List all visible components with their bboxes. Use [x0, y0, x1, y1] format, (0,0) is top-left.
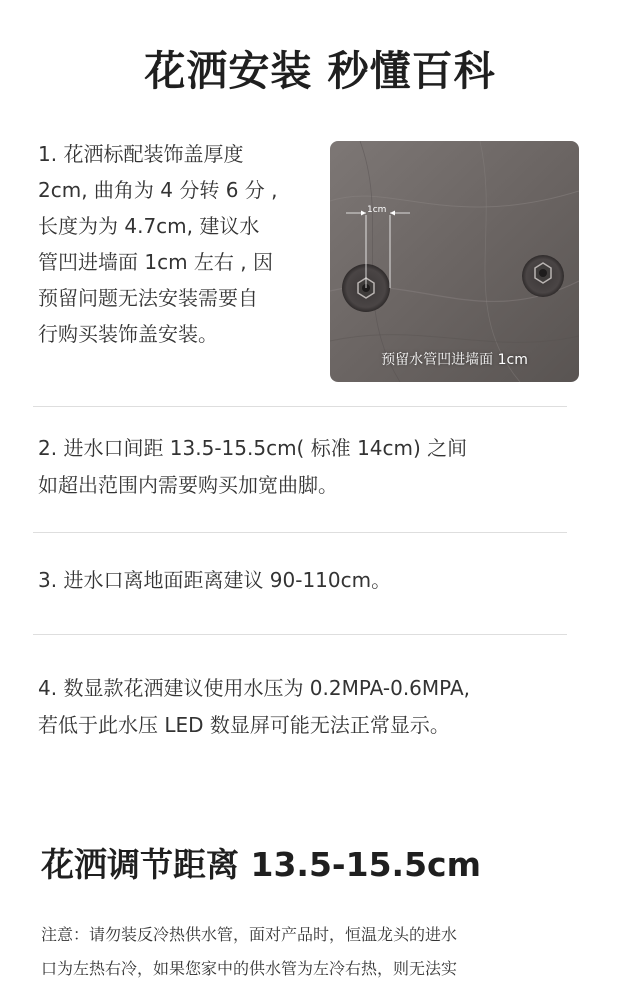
instruction-item-3: [38, 562, 618, 599]
instruction-item-4: [38, 670, 618, 744]
section-title: 花洒调节距离 13.5-15.5cm: [41, 845, 481, 884]
item-3-line: 3. 进水口离地面距离建议 90-110cm。: [38, 568, 392, 592]
item-1-line: 长度为为 4.7cm, 建议水: [38, 214, 260, 238]
note-line: 口为左热右冷，如果您家中的供水管为左冷右热，则无法实: [41, 959, 458, 978]
item-4-line: 若低于此水压 LED 数显屏可能无法正常显示。: [38, 713, 450, 737]
note-line: 注意：请勿装反冷热供水管，面对产品时，恒温龙头的进水: [41, 925, 458, 944]
divider: [33, 406, 567, 407]
item-2-line: 2. 进水口间距 13.5-15.5cm( 标准 14cm) 之间: [38, 436, 468, 460]
photo-caption: 预留水管凹进墙面 1cm: [381, 352, 528, 368]
installation-note: [41, 918, 621, 986]
wall-pipe-illustration: [330, 141, 579, 382]
item-1-line: 管凹进墙面 1cm 左右 , 因: [38, 250, 273, 274]
instruction-item-1: [38, 136, 320, 352]
item-4-line: 4. 数显款花洒建议使用水压为 0.2MPA-0.6MPA,: [38, 676, 470, 700]
item-1-line: 预留问题无法安装需要自: [38, 286, 258, 310]
wall-pipe-photo: [330, 141, 579, 382]
item-1-line: 行购买装饰盖安装。: [38, 322, 218, 346]
item-1-line: 1. 花洒标配装饰盖厚度: [38, 142, 244, 166]
instruction-item-2: [38, 430, 618, 504]
divider: [33, 532, 567, 533]
item-2-line: 如超出范围内需要购买加宽曲脚。: [38, 473, 338, 497]
divider: [33, 634, 567, 635]
item-1-line: 2cm, 曲角为 4 分转 6 分 ,: [38, 178, 278, 202]
page-title: 花洒安装 秒懂百科: [144, 47, 496, 95]
dimension-label: 1cm: [367, 205, 387, 215]
